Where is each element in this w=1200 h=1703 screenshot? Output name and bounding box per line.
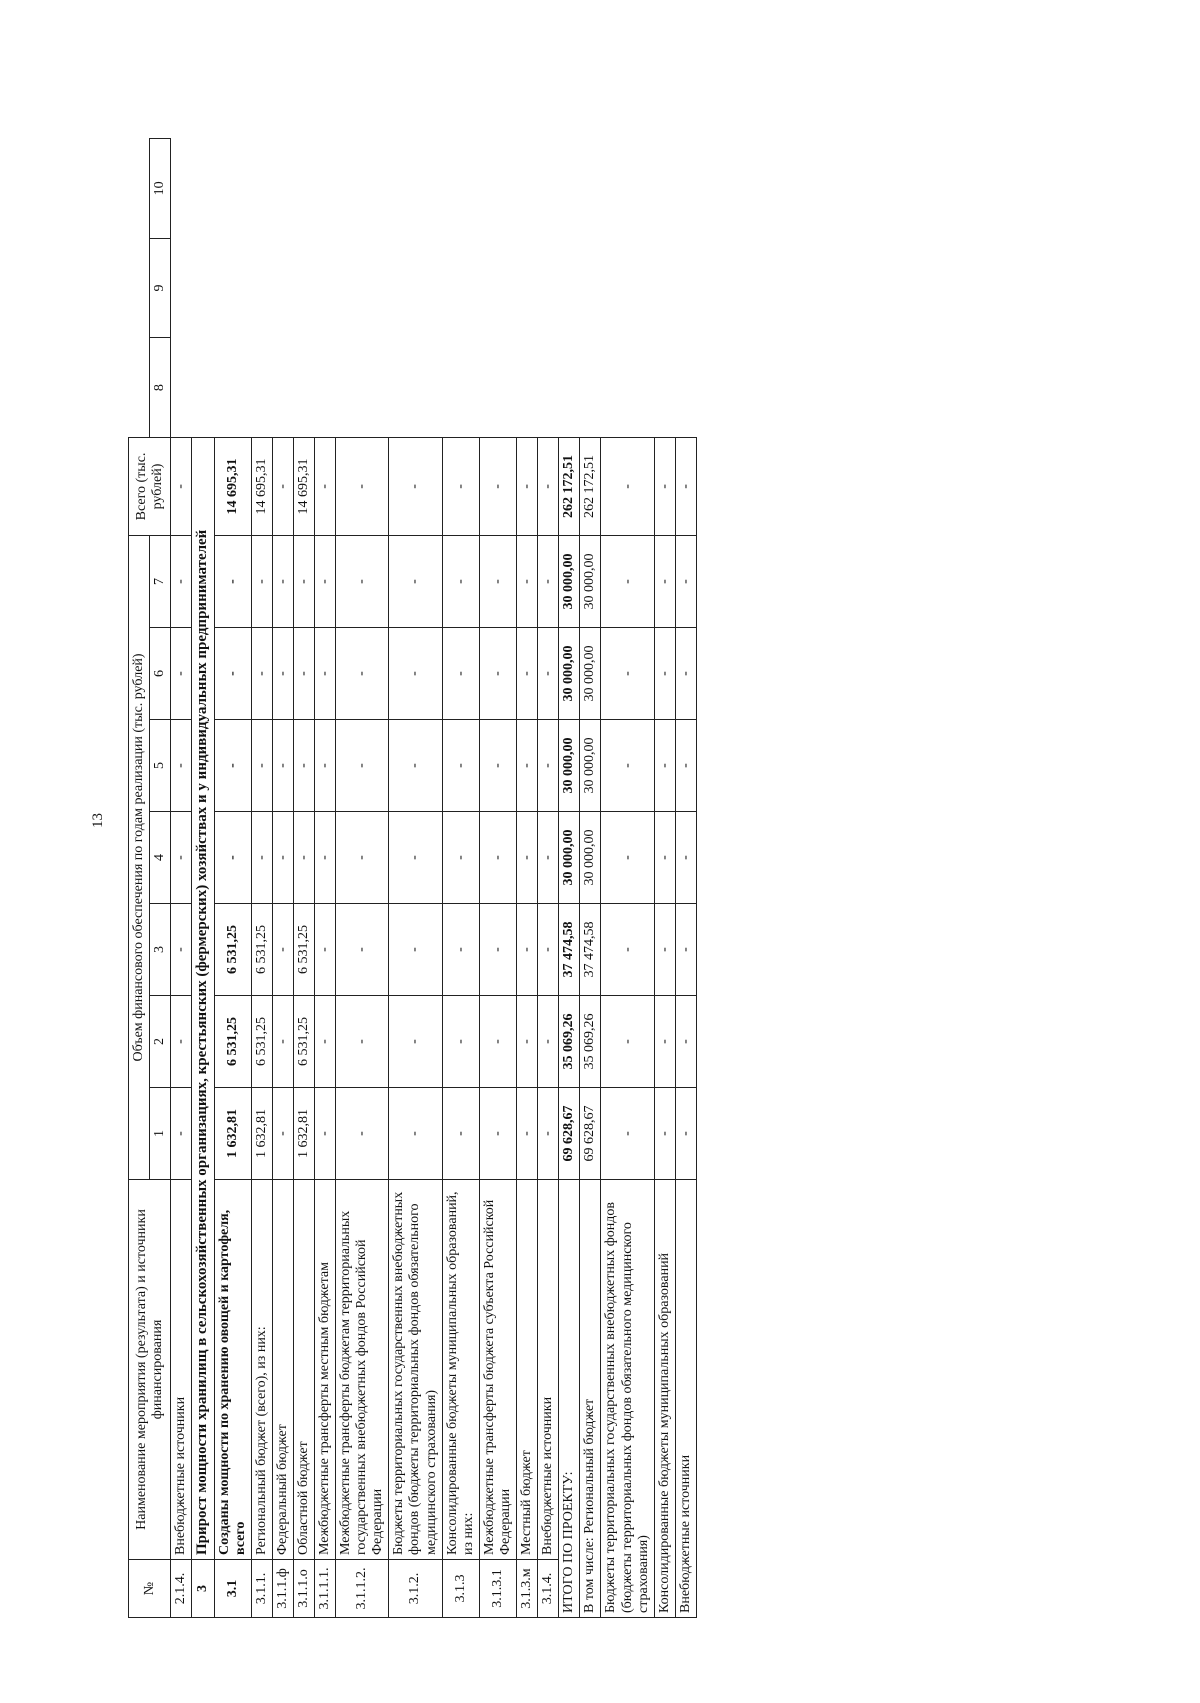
total-cell: 14 695,31 [251,437,272,535]
value-cell: - [315,1088,336,1180]
value-cell: 37 474,58 [559,904,580,996]
column-number-cell: 8 [150,338,171,438]
value-cell: 6 531,25 [293,904,314,996]
total-cell: 262 172,51 [559,437,580,535]
value-cell: 30 000,00 [580,720,601,812]
value-cell: - [171,812,192,904]
header-total: Всего (тыс. рублей) [129,437,171,535]
value-cell: 6 531,25 [251,996,272,1088]
value-cell: - [272,904,293,996]
value-cell: - [517,996,538,1088]
value-cell: - [601,720,654,812]
value-cell: 35 069,26 [559,996,580,1088]
page-number: 13 [90,813,106,828]
value-cell: - [315,628,336,720]
value-cell: - [654,1088,675,1180]
value-cell: - [214,535,251,627]
value-cell: - [214,812,251,904]
value-cell: - [389,535,442,627]
value-cell: - [442,904,479,996]
table-row [479,139,516,1618]
value-cell: - [479,996,516,1088]
row-label: Бюджеты территориальных государственных внебюджетных фондов (бюджеты территориальных фондов обязательного медицинского страхования) [389,1180,442,1560]
row-number: 3.1.1.1. [315,1560,336,1618]
value-cell: - [336,904,389,996]
section-title: Прирост мощности хранилищ в сельскохозяйственных организациях, крестьянских (фермерских) хозяйствах и у индивидуальных предпринимателей [192,437,214,1559]
value-cell: - [272,1088,293,1180]
value-cell: - [171,535,192,627]
value-cell: - [251,628,272,720]
value-cell: - [171,1088,192,1180]
total-cell: - [336,437,389,535]
table-row [315,139,336,1618]
total-cell: - [654,437,675,535]
value-cell: 30 000,00 [559,628,580,720]
value-cell: - [479,812,516,904]
value-cell: 69 628,67 [580,1088,601,1180]
value-cell: - [442,812,479,904]
table-row [293,139,314,1618]
value-cell: - [654,812,675,904]
column-number-cell: 4 [150,812,171,904]
table-row [559,139,580,1618]
value-cell: - [251,535,272,627]
value-cell: 30 000,00 [559,535,580,627]
value-cell: - [389,1088,442,1180]
value-cell: - [389,904,442,996]
value-cell: - [442,720,479,812]
total-cell: - [272,437,293,535]
value-cell: 6 531,25 [214,996,251,1088]
column-number-cell: 2 [150,996,171,1088]
value-cell: - [336,535,389,627]
value-cell: 69 628,67 [559,1088,580,1180]
value-cell: - [272,535,293,627]
value-cell: 37 474,58 [580,904,601,996]
value-cell: 30 000,00 [559,812,580,904]
value-cell: - [675,535,696,627]
value-cell: 35 069,26 [580,996,601,1088]
row-label: Областной бюджет [293,1180,314,1560]
column-number-cell: 7 [150,535,171,627]
row-label: В том числе: Региональный бюджет [580,1180,601,1618]
row-label: Межбюджетные трансферты бюджетам территориальных государственных внебюджетных фондов Российской Федерации [336,1180,389,1560]
value-cell: - [272,812,293,904]
value-cell: - [538,1088,559,1180]
row-label: Бюджеты территориальных государственных внебюджетных фондов (бюджеты территориальных фондов обязательного медицинского страхования) [601,1180,654,1618]
value-cell: - [654,535,675,627]
value-cell: - [517,812,538,904]
column-number-cell: 9 [150,238,171,338]
row-label: Консолидированные бюджеты муниципальных образований, из них: [442,1180,479,1560]
value-cell: - [336,812,389,904]
value-cell: - [675,904,696,996]
value-cell: - [479,628,516,720]
value-cell: - [442,535,479,627]
value-cell: - [442,628,479,720]
row-label: Местный бюджет [517,1180,538,1560]
row-number: 3.1.3 [442,1560,479,1618]
row-number: 3.1.1.ф [272,1560,293,1618]
total-cell: - [517,437,538,535]
value-cell: - [601,535,654,627]
value-cell: - [293,628,314,720]
value-cell: - [517,628,538,720]
value-cell: - [315,904,336,996]
row-number: 3.1.2. [389,1560,442,1618]
value-cell: - [336,996,389,1088]
table-row [171,139,192,1618]
value-cell: - [442,1088,479,1180]
value-cell: - [479,1088,516,1180]
row-label: Внебюджетные источники [675,1180,696,1618]
value-cell: 30 000,00 [559,720,580,812]
value-cell: - [336,628,389,720]
total-cell: - [389,437,442,535]
row-number: 3.1.4. [538,1560,559,1618]
value-cell: - [675,812,696,904]
value-cell: 1 632,81 [214,1088,251,1180]
value-cell: - [171,720,192,812]
value-cell: - [479,535,516,627]
value-cell: 30 000,00 [580,535,601,627]
value-cell: - [171,904,192,996]
total-cell: - [601,437,654,535]
value-cell: - [601,996,654,1088]
value-cell: - [171,628,192,720]
value-cell: - [251,720,272,812]
header-no: № [129,1560,171,1618]
value-cell: - [479,720,516,812]
value-cell: 6 531,25 [214,904,251,996]
value-cell: - [171,996,192,1088]
value-cell: - [272,720,293,812]
column-number-cell: 6 [150,628,171,720]
table-row [336,139,389,1618]
row-number: 3.1.1.о [293,1560,314,1618]
value-cell: 30 000,00 [580,628,601,720]
table-row [442,139,479,1618]
row-number: 3.1.1. [251,1560,272,1618]
value-cell: - [336,720,389,812]
value-cell: - [538,904,559,996]
row-label: Федеральный бюджет [272,1180,293,1560]
value-cell: - [389,812,442,904]
value-cell: - [517,904,538,996]
value-cell: - [293,535,314,627]
value-cell: - [654,904,675,996]
value-cell: - [389,628,442,720]
total-cell: - [171,437,192,535]
value-cell: - [315,996,336,1088]
table-row [601,139,654,1618]
value-cell: 6 531,25 [293,996,314,1088]
total-cell: - [315,437,336,535]
table-row [389,139,442,1618]
value-cell: - [538,535,559,627]
row-number: 3.1.3.м [517,1560,538,1618]
value-cell: - [675,628,696,720]
table-row [654,139,675,1618]
value-cell: - [538,812,559,904]
total-cell: - [442,437,479,535]
row-label: ИТОГО ПО ПРОЕКТУ: [559,1180,580,1618]
table-row [675,139,696,1618]
value-cell: - [479,904,516,996]
row-number: 2.1.4. [171,1560,192,1618]
table-row [251,139,272,1618]
value-cell: 6 531,25 [251,904,272,996]
total-cell: - [675,437,696,535]
value-cell: - [654,628,675,720]
table-row [538,139,559,1618]
column-number-cell: 3 [150,904,171,996]
row-number: 3.1 [214,1560,251,1618]
table-row [214,139,251,1618]
value-cell: - [517,535,538,627]
row-number: 3.1.3.1 [479,1560,516,1618]
value-cell: - [336,1088,389,1180]
total-cell: 262 172,51 [580,437,601,535]
row-label: Созданы мощности по хранению овощей и картофеля, всего [214,1180,251,1560]
value-cell: - [654,996,675,1088]
value-cell: - [601,628,654,720]
value-cell: - [389,720,442,812]
value-cell: 30 000,00 [580,812,601,904]
value-cell: - [538,996,559,1088]
value-cell: - [315,720,336,812]
total-cell: - [538,437,559,535]
row-label: Консолидированные бюджеты муниципальных образований [654,1180,675,1618]
value-cell: - [538,720,559,812]
value-cell: - [315,812,336,904]
value-cell: - [293,812,314,904]
value-cell: - [389,996,442,1088]
column-number-cell: 10 [150,139,171,239]
value-cell: - [517,720,538,812]
table-row [580,139,601,1618]
value-cell: - [675,720,696,812]
value-cell: 1 632,81 [293,1088,314,1180]
value-cell: - [315,535,336,627]
column-number-cell: 5 [150,720,171,812]
row-label: Региональный бюджет (всего), из них: [251,1180,272,1560]
value-cell: - [601,812,654,904]
value-cell: - [214,720,251,812]
value-cell: - [675,1088,696,1180]
value-cell: - [601,1088,654,1180]
value-cell: - [517,1088,538,1180]
row-label: Внебюджетные источники [171,1180,192,1560]
value-cell: - [214,628,251,720]
row-label: Внебюджетные источники [538,1180,559,1560]
value-cell: - [538,628,559,720]
total-cell: 14 695,31 [214,437,251,535]
header-volume: Объем финансового обеспечения по годам реализации (тыс. рублей) [129,535,150,1179]
value-cell: - [293,720,314,812]
total-cell: - [479,437,516,535]
total-cell: 14 695,31 [293,437,314,535]
value-cell: - [654,720,675,812]
rotated-table-wrapper [128,138,697,1618]
financing-table [128,138,697,1618]
table-row [272,139,293,1618]
value-cell: - [442,996,479,1088]
column-number-cell: 1 [150,1088,171,1180]
value-cell: 1 632,81 [251,1088,272,1180]
value-cell: - [251,812,272,904]
row-label: Межбюджетные трансферты местным бюджетам [315,1180,336,1560]
row-label: Межбюджетные трансферты бюджета субъекта Российской Федерации [479,1180,516,1560]
table-row [192,139,214,1618]
table-row [517,139,538,1618]
value-cell: - [675,996,696,1088]
value-cell: - [272,996,293,1088]
value-cell: - [272,628,293,720]
value-cell: - [601,904,654,996]
row-number: 3 [192,1560,214,1618]
row-number: 3.1.1.2. [336,1560,389,1618]
header-name: Наименование мероприятия (результата) и источники финансирования [129,1180,171,1560]
